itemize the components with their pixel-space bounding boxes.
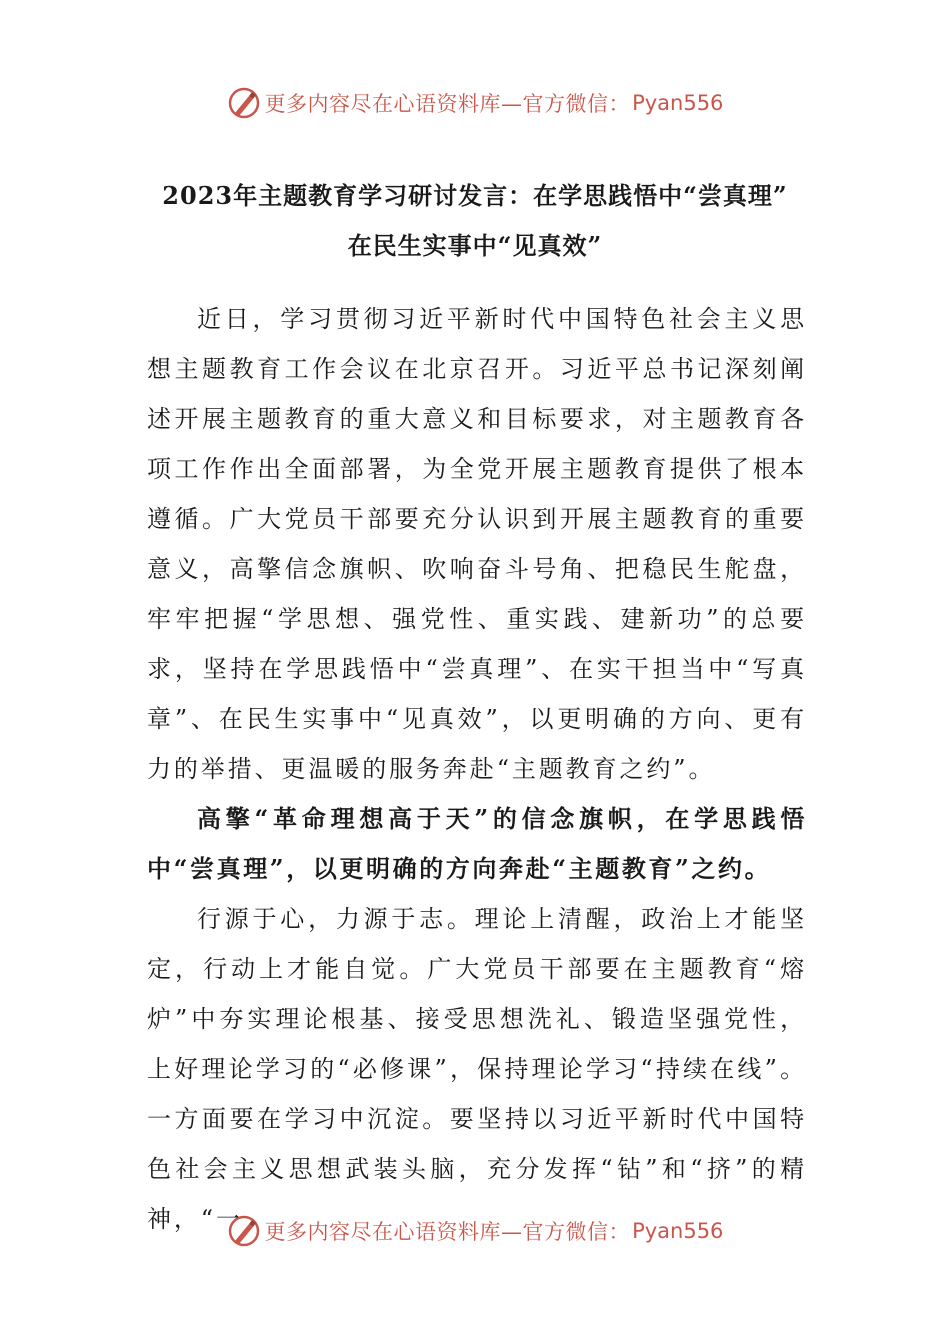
paragraph-intro: 近日，学习贯彻习近平新时代中国特色社会主义思想主题教育工作会议在北京召开。习近平总书记深刻阐述开展主题教育的重大意义和目标要求，对主题教育各项工作作出全面部署，为全党开展主题教育提供了根本遵循。广大党员干部要充分认识到开展主题教育的重要意义，高擎信念旗帜、吹响奋斗号角、把稳民生舵盘，牢牢把握“学思想、强党性、重实践、建新功”的总要求，坚持在学思践悟中“尝真理”、在实干担当中“写真章”、在民生实事中“见真效”，以更明确的方向、更有力的举措、更温暖的服务奔赴“主题教育之约”。 [147, 305, 807, 783]
watermark-wechat-id: Pyan556 [632, 1219, 724, 1243]
paragraph-heading-bold: 高擎“革命理想高于天”的信念旗帜，在学思践悟中“尝真理”，以更明确的方向奔赴“主题教育”之约。 [147, 804, 807, 883]
pen-logo-icon [227, 1214, 261, 1248]
watermark-text: 更多内容尽在心语资料库—官方微信： [264, 1220, 631, 1244]
watermark-text: 更多内容尽在心语资料库—官方微信： [264, 92, 631, 116]
watermark-wechat-id: Pyan556 [632, 91, 724, 115]
document-title-line1: 2023年主题教育学习研讨发言：在学思践悟中“尝真理” [162, 181, 788, 210]
document-title-line2: 在民生实事中“见真效” [347, 231, 603, 260]
paragraph-body: 行源于心，力源于志。理论上清醒，政治上才能坚定，行动上才能自觉。广大党员干部要在主题教育“熔炉”中夯实理论根基、接受思想洗礼、锻造坚强党性，上好理论学习的“必修课”，保持理论学习“持续在线”。一方面要在学习中沉淀。要坚持以习近平新时代中国特色社会主义思想武装头脑，充分发挥“钻”和“挤”的精神，“一 [147, 905, 807, 1233]
watermark-header [0, 83, 950, 123]
pen-logo-icon [227, 86, 261, 120]
watermark-footer [0, 1211, 950, 1251]
